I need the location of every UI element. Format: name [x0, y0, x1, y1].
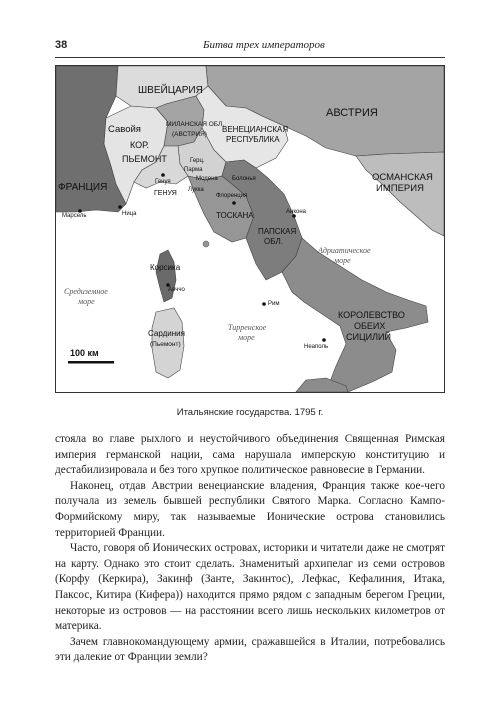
ancona-label: Анкона	[286, 209, 306, 215]
map-svg	[56, 66, 444, 392]
running-title: Битва трех императоров	[203, 39, 325, 51]
page-number: 38	[55, 39, 68, 51]
header-rule	[55, 57, 445, 58]
sicilies-label-3: СИЦИЛИЙ	[346, 332, 391, 342]
modena-label: Модена	[196, 176, 218, 182]
genoa-label: ГЕНУЯ	[154, 190, 177, 197]
naples-dot	[322, 338, 326, 342]
florence-dot	[232, 201, 236, 205]
nice-dot	[118, 205, 122, 209]
mediterranean-label-2: море	[78, 297, 95, 306]
france-label: ФРАНЦИЯ	[58, 182, 108, 193]
adriatic-label-1: Адриатическое	[318, 246, 371, 255]
ottoman-label-2: ИМПЕРИЯ	[376, 183, 424, 194]
bologna-label: Болонья	[232, 176, 256, 182]
parma-label: Парма	[184, 167, 203, 173]
savoy-label: Савойя	[108, 124, 141, 135]
sicilies-label-2: ОБЕИХ	[354, 321, 386, 331]
marseille-label: Марсель	[62, 213, 87, 219]
map-figure	[55, 65, 445, 393]
milan-label-1: МИЛАНСКАЯ ОБЛ.	[166, 121, 225, 128]
sardinia-sub-label: (Пьемонт)	[150, 341, 181, 348]
naples-label: Неаполь	[304, 344, 329, 350]
scale-bar	[68, 361, 114, 364]
tyrrhenian-label-2: море	[238, 333, 255, 342]
adriatic-label-2: море	[334, 256, 351, 265]
rome-label: Рим	[268, 301, 280, 307]
sardinia-label: Сардиния	[148, 329, 185, 338]
austria-label: АВСТРИЯ	[326, 107, 378, 119]
lucca-label: Лукка	[188, 187, 204, 193]
nice-label: Ница	[122, 211, 137, 217]
herz-label: Герц.	[190, 158, 205, 164]
genova-dot	[161, 173, 165, 177]
scale-label: 100 км	[70, 348, 99, 358]
milan-label-2: (АВСТРИЯ)	[172, 131, 207, 138]
switzerland-label: ШВЕЙЦАРИЯ	[138, 85, 203, 96]
paragraph-4: Зачем главнокомандующему армии, сражавшейся в Италии, потребовались эти далекие от Франции земли?	[55, 635, 445, 664]
venice-label-2: РЕСПУБЛИКА	[226, 135, 280, 144]
ajaccio-label: Аяччо	[168, 287, 185, 293]
mediterranean-label-1: Средиземное	[64, 287, 108, 296]
piemont-label: ПЬЕМОНТ	[122, 154, 167, 164]
corsica-label: Корсика	[150, 263, 181, 272]
florence-label: Флоренция	[216, 193, 248, 199]
papal-label-2: ОБЛ.	[264, 237, 283, 246]
tyrrhenian-label-1: Тирренское	[228, 323, 267, 332]
rome-dot	[262, 302, 266, 306]
elba-island	[203, 241, 209, 247]
paragraph-3: Часто, говоря об Ионических островах, историки и читатели даже не смотрят на карту. Однако это стоит сделать. Знаменитый архипелаг из семи островов (Корфу (Керкира), Закинф (Занте, Закинтос), Лефкас, Кефалиния, Итака, Паксос, Китира (Кифера)) находится прямо рядом с западным берегом Греции, некоторые из островов — на расстоянии всего лишь нескольких километров от материка.	[55, 542, 445, 633]
paragraph-1: стояла во главе рыхлого и неустойчивого объединения Священная Римская империя германской нации, сама нарушала имперскую конституцию и дестабилизировала и без того хрупкое политическое равновесие в Германии.	[55, 433, 445, 477]
toscana-label: ТОСКАНА	[216, 211, 254, 220]
papal-label-1: ПАПСКАЯ	[258, 227, 297, 236]
kor-label: КОР.	[130, 140, 149, 150]
map-caption: Итальянские государства. 1795 г.	[176, 407, 324, 418]
page-header	[55, 39, 455, 53]
body-text	[55, 432, 445, 666]
paragraph-2: Наконец, отдав Австрии венецианские владения, Франция также кое-чего получала из земель бывшей республики Святого Марка. Согласно Кампо-Формийскому миру, так называемые Ионические острова становились территорией Франции.	[55, 479, 445, 539]
sicilies-label-1: КОРОЛЕВСТВО	[338, 310, 405, 320]
ottoman-label-1: ОСМАНСКАЯ	[372, 172, 433, 183]
venice-label-1: ВЕНЕЦИАНСКАЯ	[222, 125, 289, 134]
genova-city-label: Генуя	[155, 179, 171, 185]
